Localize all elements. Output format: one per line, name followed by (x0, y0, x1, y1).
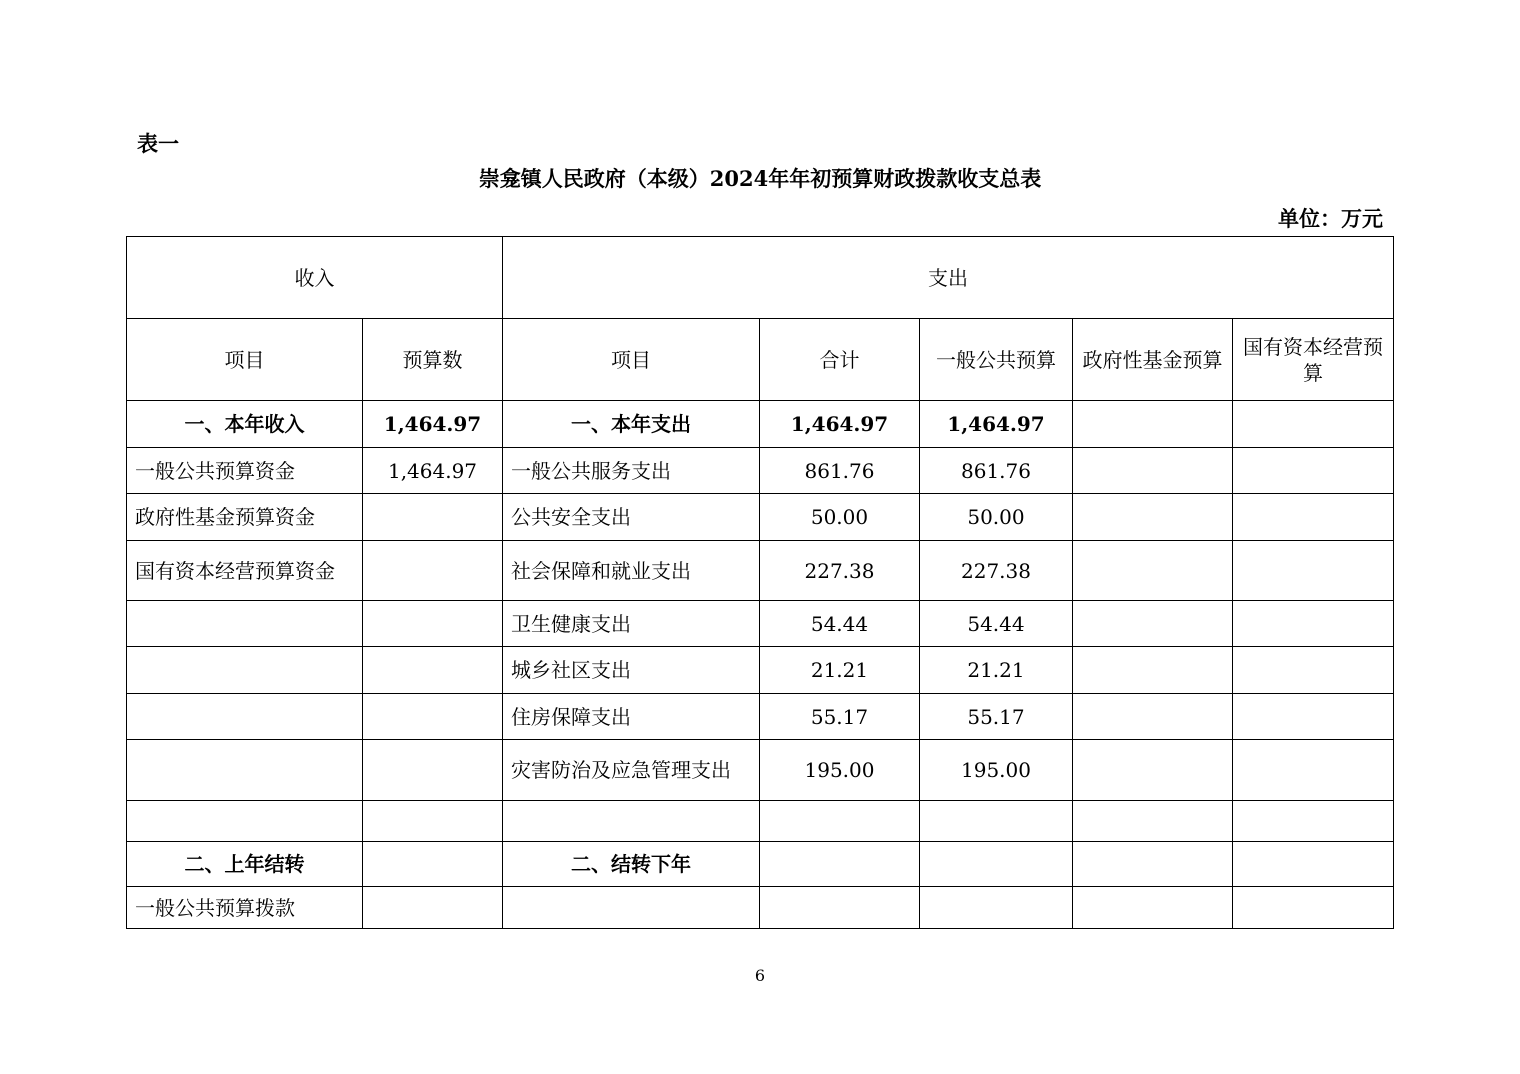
state-cell (1233, 541, 1394, 601)
income-item-cell (127, 740, 363, 801)
total-cell: 227.38 (760, 541, 920, 601)
expense-item-cell: 城乡社区支出 (503, 647, 760, 694)
total-cell (760, 801, 920, 842)
general-cell: 54.44 (920, 601, 1073, 647)
expense-item-cell: 灾害防治及应急管理支出 (503, 740, 760, 801)
general-cell: 1,464.97 (920, 401, 1073, 448)
expense-item-cell (503, 887, 760, 929)
income-item-cell (127, 694, 363, 740)
header-total: 合计 (760, 319, 920, 401)
total-cell (760, 887, 920, 929)
table-row (127, 801, 1394, 842)
income-budget-cell (363, 801, 503, 842)
total-cell: 50.00 (760, 494, 920, 541)
total-cell: 195.00 (760, 740, 920, 801)
expense-item-cell: 一般公共服务支出 (503, 448, 760, 494)
table-row (127, 601, 1394, 647)
fund-cell (1073, 842, 1233, 887)
income-item-cell: 国有资本经营预算资金 (127, 541, 363, 601)
table-label: 表一 (137, 131, 179, 156)
income-item-cell (127, 601, 363, 647)
income-budget-cell (363, 694, 503, 740)
page-number: 6 (754, 966, 766, 985)
expense-item-cell: 住房保障支出 (503, 694, 760, 740)
unit-label: 单位：万元 (1278, 206, 1383, 231)
total-cell: 54.44 (760, 601, 920, 647)
general-cell: 195.00 (920, 740, 1073, 801)
state-cell (1233, 601, 1394, 647)
total-cell: 55.17 (760, 694, 920, 740)
header-state-capital-budget: 国有资本经营预算 (1233, 319, 1394, 401)
table-row (127, 740, 1394, 801)
total-cell: 861.76 (760, 448, 920, 494)
general-cell: 55.17 (920, 694, 1073, 740)
expense-item-cell: 公共安全支出 (503, 494, 760, 541)
income-budget-cell (363, 541, 503, 601)
header-general-budget: 一般公共预算 (920, 319, 1073, 401)
table-row (127, 647, 1394, 694)
state-cell (1233, 842, 1394, 887)
income-item-cell: 一般公共预算资金 (127, 448, 363, 494)
fund-cell (1073, 448, 1233, 494)
income-budget-cell (363, 494, 503, 541)
budget-table (126, 236, 1394, 929)
income-item-cell: 政府性基金预算资金 (127, 494, 363, 541)
header-income-item: 项目 (127, 319, 363, 401)
fund-cell (1073, 601, 1233, 647)
table-row (127, 887, 1394, 929)
header-fund-budget: 政府性基金预算 (1073, 319, 1233, 401)
table-row (127, 448, 1394, 494)
expense-group-header: 支出 (503, 237, 1394, 319)
income-budget-cell: 1,464.97 (363, 401, 503, 448)
fund-cell (1073, 541, 1233, 601)
fund-cell (1073, 694, 1233, 740)
state-cell (1233, 494, 1394, 541)
expense-item-cell (503, 801, 760, 842)
general-cell: 21.21 (920, 647, 1073, 694)
expense-item-cell: 一、本年支出 (503, 401, 760, 448)
income-item-cell: 二、上年结转 (127, 842, 363, 887)
state-cell (1233, 887, 1394, 929)
general-cell (920, 801, 1073, 842)
fund-cell (1073, 740, 1233, 801)
fund-cell (1073, 887, 1233, 929)
table-row (127, 694, 1394, 740)
document-title: 崇龛镇人民政府（本级）2024年年初预算财政拨款收支总表 (478, 166, 1042, 191)
group-header-row (127, 237, 1394, 319)
income-item-cell: 一、本年收入 (127, 401, 363, 448)
income-budget-cell (363, 740, 503, 801)
income-item-cell (127, 801, 363, 842)
column-header-row (127, 319, 1394, 401)
table-row (127, 842, 1394, 887)
income-item-cell (127, 647, 363, 694)
general-cell (920, 887, 1073, 929)
table-row (127, 494, 1394, 541)
general-cell: 50.00 (920, 494, 1073, 541)
income-budget-cell (363, 647, 503, 694)
state-cell (1233, 647, 1394, 694)
total-cell: 21.21 (760, 647, 920, 694)
income-item-cell: 一般公共预算拨款 (127, 887, 363, 929)
income-group-header: 收入 (127, 237, 503, 319)
expense-item-cell: 二、结转下年 (503, 842, 760, 887)
header-income-budget: 预算数 (363, 319, 503, 401)
table-row (127, 401, 1394, 448)
expense-item-cell: 社会保障和就业支出 (503, 541, 760, 601)
fund-cell (1073, 401, 1233, 448)
total-cell: 1,464.97 (760, 401, 920, 448)
table-row (127, 541, 1394, 601)
total-cell (760, 842, 920, 887)
expense-item-cell: 卫生健康支出 (503, 601, 760, 647)
state-cell (1233, 801, 1394, 842)
income-budget-cell (363, 887, 503, 929)
general-cell: 227.38 (920, 541, 1073, 601)
state-cell (1233, 401, 1394, 448)
state-cell (1233, 694, 1394, 740)
income-budget-cell (363, 601, 503, 647)
header-expense-item: 项目 (503, 319, 760, 401)
income-budget-cell: 1,464.97 (363, 448, 503, 494)
fund-cell (1073, 647, 1233, 694)
income-budget-cell (363, 842, 503, 887)
fund-cell (1073, 494, 1233, 541)
state-cell (1233, 740, 1394, 801)
general-cell: 861.76 (920, 448, 1073, 494)
state-cell (1233, 448, 1394, 494)
general-cell (920, 842, 1073, 887)
fund-cell (1073, 801, 1233, 842)
